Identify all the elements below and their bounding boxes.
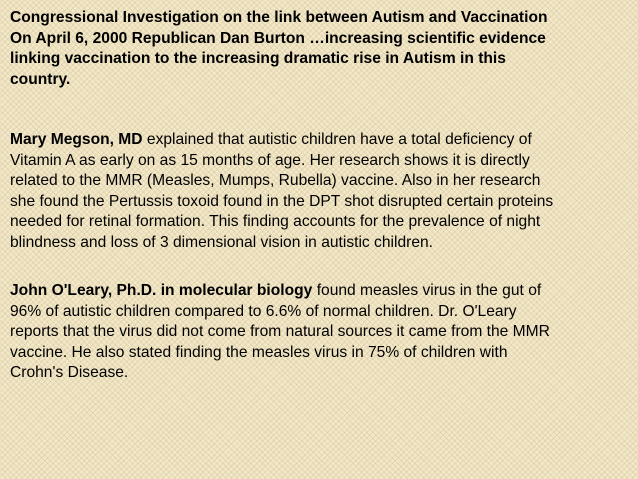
- title-line: On April 6, 2000 Republican Dan Burton …increasing scientific evidence: [10, 29, 546, 47]
- megson-paragraph: [10, 130, 632, 254]
- slide-title: [10, 8, 630, 90]
- paragraph-line: needed for retinal formation. This finding accounts for the prevalence of night: [10, 213, 541, 231]
- title-line: Congressional Investigation on the link between Autism and Vaccination: [10, 9, 548, 26]
- paragraph-line: [10, 130, 632, 151]
- paragraph-text: found measles virus in the gut of: [312, 282, 542, 299]
- megson-name: Mary Megson, MD: [10, 131, 143, 148]
- paragraph-line: vaccine. He also stated finding the measles virus in 75% of children with: [10, 343, 508, 361]
- paragraph-line: [10, 281, 632, 302]
- title-line: country.: [10, 70, 71, 88]
- oleary-name: John O'Leary, Ph.D. in molecular biology: [10, 282, 313, 299]
- paragraph-line: Vitamin A as early on as 15 months of age. Her research shows it is directly: [10, 151, 530, 169]
- title-line: linking vaccination to the increasing dramatic rise in Autism in this: [10, 50, 506, 68]
- oleary-paragraph: [10, 281, 632, 384]
- paragraph-line: Crohn's Disease.: [10, 364, 129, 382]
- paragraph-line: she found the Pertussis toxoid found in the DPT shot disrupted certain proteins: [10, 192, 554, 210]
- paragraph-text: explained that autistic children have a total deficiency of: [142, 131, 532, 148]
- paragraph-line: blindness and loss of 3 dimensional vision in autistic children.: [10, 233, 433, 251]
- paragraph-line: reports that the virus did not come from natural sources it came from the MMR: [10, 323, 550, 341]
- paragraph-line: 96% of autistic children compared to 6.6% of normal children. Dr. O'Leary: [10, 302, 517, 320]
- paragraph-line: related to the MMR (Measles, Mumps, Rubella) vaccine. Also in her research: [10, 172, 541, 190]
